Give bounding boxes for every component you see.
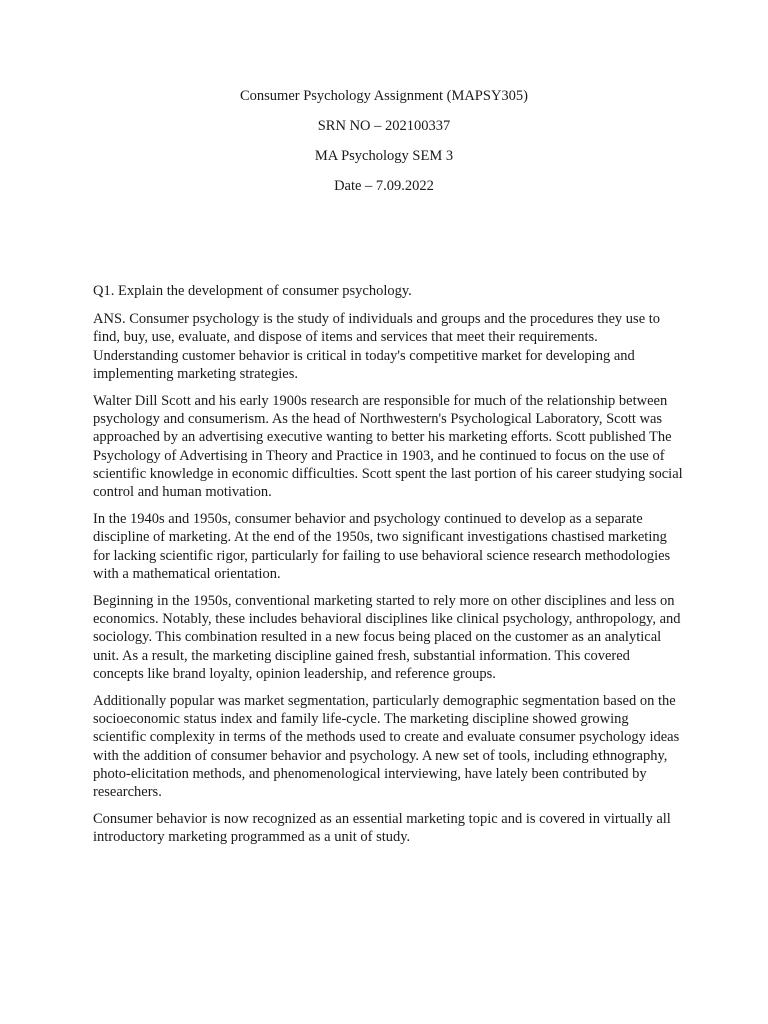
program-semester: MA Psychology SEM 3 [314,148,454,164]
srn-number: SRN NO – 202100337 [317,118,451,134]
assignment-title: Consumer Psychology Assignment (MAPSY305) [239,88,528,104]
document-body [93,282,683,856]
paragraph-walter-scott: Walter Dill Scott and his early 1900s research are responsible for much of the relationship between psychology and consumerism. As the head of Northwestern's Psychological Laboratory, Scott was approached by an advertising executive wanting to better his marketing efforts. Scott published The Psychology of Advertising in Theory and Practice in 1903, and he continued to focus on the use of scientific knowledge in economic difficulties. Scott spent the last portion of his career studying social control and human motivation. [93,393,683,501]
submission-date: Date – 7.09.2022 [334,178,434,194]
question-text: Q1. Explain the development of consumer psychology. [93,283,412,299]
answer-paragraph-intro: ANS. Consumer psychology is the study of individuals and groups and the procedures they use to find, buy, use, evaluate, and dispose of items and services that meet their requirements. Understanding customer behavior is critical in today's competitive market for developing and implementing marketing strategies. [93,311,661,382]
paragraph-conclusion: Consumer behavior is now recognized as an essential marketing topic and is covered in virtually all introductory marketing programmed as a unit of study. [93,811,671,846]
paragraph-market-segmentation: Additionally popular was market segmentation, particularly demographic segmentation based on the socioeconomic status index and family life-cycle. The marketing discipline showed growing scientific complexity in terms of the methods used to create and evaluate consumer psychology ideas with the addition of consumer behavior and psychology. A new set of tools, including ethnography, photo-elicitation methods, and phenomenological interviewing, have lately been contributed by researchers. [93,693,680,801]
paragraph-1940s-1950s: In the 1940s and 1950s, consumer behavior and psychology continued to develop as a separate discipline of marketing. At the end of the 1950s, two significant investigations chastised marketing for lacking scientific rigor, particularly for failing to use behavioral science research methodologies with a mathematical orientation. [93,511,671,582]
paragraph-other-disciplines: Beginning in the 1950s, conventional marketing started to rely more on other disciplines and less on economics. Notably, these includes behavioral disciplines like clinical psychology, anthropology, and sociology. This combination resulted in a new focus being placed on the customer as an analytical unit. As a result, the marketing discipline gained fresh, substantial information. This covered concepts like brand loyalty, opinion leadership, and reference groups. [93,593,681,682]
document-header [0,86,768,206]
